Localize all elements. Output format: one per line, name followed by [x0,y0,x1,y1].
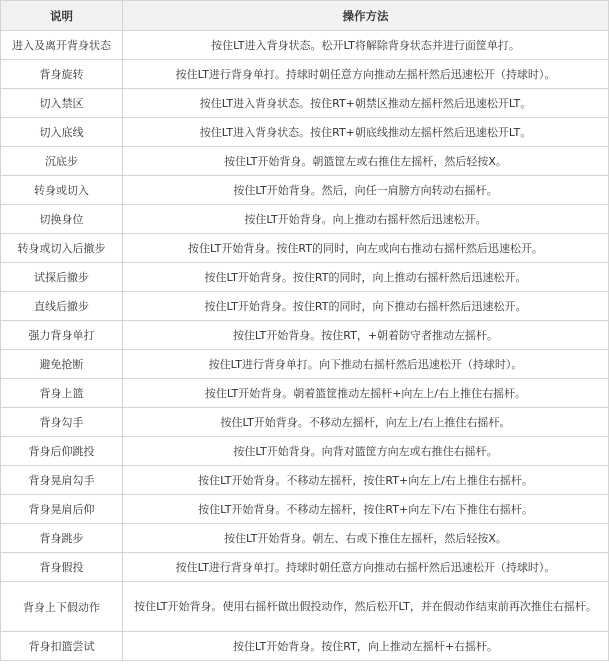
table-row [1,234,609,263]
move-name: 背身晃肩勾手 [1,466,123,495]
table-row [1,60,609,89]
move-name: 直线后撤步 [1,292,123,321]
move-method: 按住LT进入背身状态。松开LT将解除背身状态并进行面筐单打。 [123,31,609,60]
move-method: 按住LT开始背身。不移动左摇杆，按住RT+向左下/右下推住右摇杆。 [123,495,609,524]
table-row [1,292,609,321]
move-method: 按住LT开始背身。使用右摇杆做出假投动作，然后松开LT，并在假动作结束前再次推住右摇杆。 [123,582,609,632]
move-name: 背身上篮 [1,379,123,408]
move-name: 背身勾手 [1,408,123,437]
move-method: 按住LT进行背身单打。向下推动右摇杆然后迅速松开（持球时）。 [123,350,609,379]
table-row [1,263,609,292]
move-method: 按住LT进行背身单打。持球时朝任意方向推动左摇杆然后迅速松开（持球时）。 [123,60,609,89]
move-method: 按住LT进入背身状态。按住RT+朝底线推动左摇杆然后迅速松开LT。 [123,118,609,147]
table-row [1,632,609,661]
table-row [1,147,609,176]
move-method: 按住LT开始背身。向背对篮筐方向左或右推住右摇杆。 [123,437,609,466]
header-row [1,1,609,31]
move-name: 背身上下假动作 [1,582,123,632]
move-name: 切换身位 [1,205,123,234]
table-row [1,321,609,350]
move-method: 按住LT开始背身。按住RT，向上推动左摇杆+右摇杆。 [123,632,609,661]
header-method: 操作方法 [123,1,609,31]
move-name: 背身假投 [1,553,123,582]
table-row [1,118,609,147]
table-row [1,31,609,60]
move-name: 转身或切入后撤步 [1,234,123,263]
table-row [1,524,609,553]
move-method: 按住LT开始背身。然后，向任一肩膀方向转动右摇杆。 [123,176,609,205]
table-row [1,205,609,234]
move-method: 按住LT开始背身。朝篮筐左或右推住左摇杆，然后轻按X。 [123,147,609,176]
move-name: 背身旋转 [1,60,123,89]
table-row [1,582,609,632]
move-method: 按住LT开始背身。向上推动右摇杆然后迅速松开。 [123,205,609,234]
table-row [1,553,609,582]
move-name: 切入底线 [1,118,123,147]
table-row [1,176,609,205]
move-method: 按住LT开始背身。按住RT，+朝着防守者推动左摇杆。 [123,321,609,350]
move-name: 试探后撤步 [1,263,123,292]
move-name: 强力背身单打 [1,321,123,350]
move-name: 背身后仰跳投 [1,437,123,466]
move-method: 按住LT开始背身。不移动左摇杆，按住RT+向左上/右上推住右摇杆。 [123,466,609,495]
move-name: 背身晃肩后仰 [1,495,123,524]
table-row [1,379,609,408]
move-name: 背身扣篮尝试 [1,632,123,661]
move-method: 按住LT开始背身。不移动左摇杆，向左上/右上推住右摇杆。 [123,408,609,437]
move-name: 背身跳步 [1,524,123,553]
move-name: 进入及离开背身状态 [1,31,123,60]
move-name: 转身或切入 [1,176,123,205]
move-method: 按住LT开始背身。按住RT的同时，向下推动右摇杆然后迅速松开。 [123,292,609,321]
move-method: 按住LT开始背身。朝着篮筐推动左摇杆+向左上/右上推住右摇杆。 [123,379,609,408]
header-description: 说明 [1,1,123,31]
table-row [1,408,609,437]
table-row [1,350,609,379]
move-method: 按住LT进行背身单打。持球时朝任意方向推动右摇杆然后迅速松开（持球时）。 [123,553,609,582]
move-method: 按住LT开始背身。按住RT的同时，向左或向右推动右摇杆然后迅速松开。 [123,234,609,263]
move-name: 切入禁区 [1,89,123,118]
table-row [1,437,609,466]
move-name: 避免抢断 [1,350,123,379]
table-row [1,89,609,118]
table-row [1,495,609,524]
move-method: 按住LT开始背身。朝左、右或下推住左摇杆，然后轻按X。 [123,524,609,553]
move-method: 按住LT开始背身。按住RT的同时，向上推动右摇杆然后迅速松开。 [123,263,609,292]
move-name: 沉底步 [1,147,123,176]
move-method: 按住LT进入背身状态。按住RT+朝禁区推动左摇杆然后迅速松开LT。 [123,89,609,118]
table-row [1,466,609,495]
